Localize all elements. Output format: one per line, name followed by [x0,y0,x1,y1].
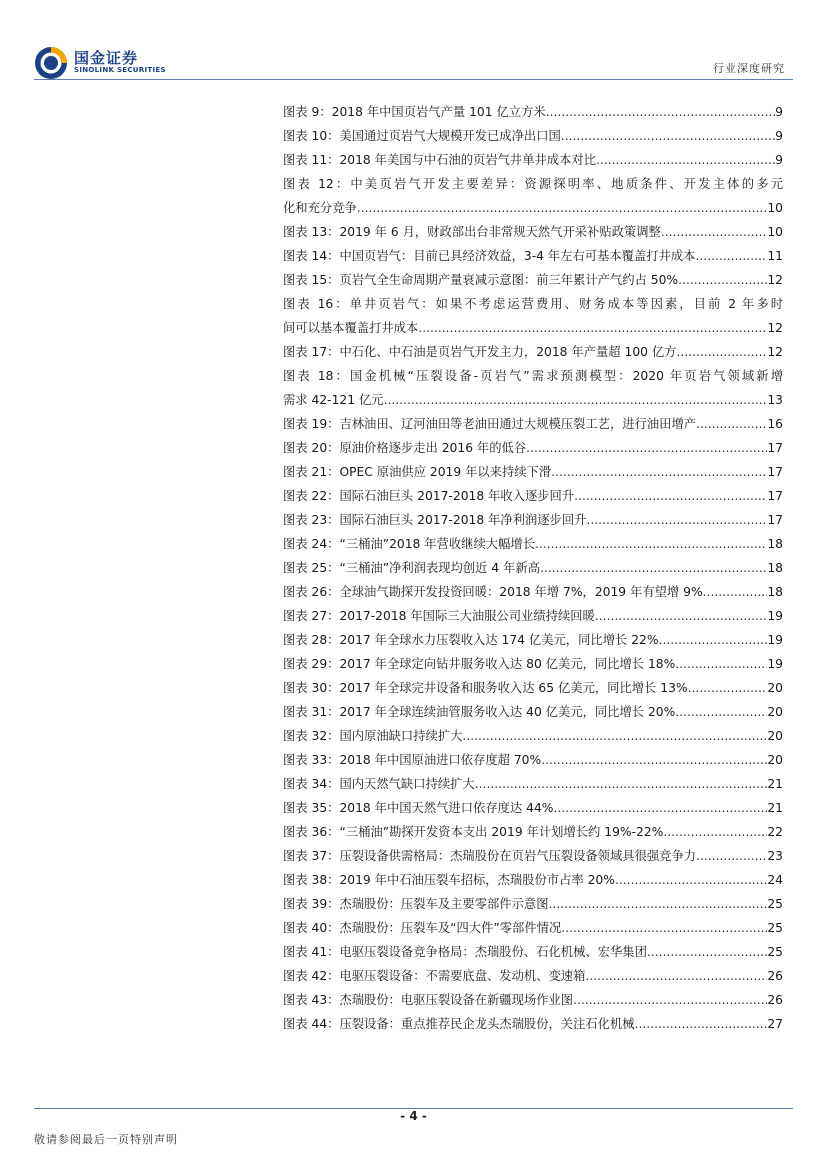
toc-leader-dots [574,484,767,508]
toc-entry[interactable] [283,652,783,676]
toc-entry-title: 图表 28：2017 年全球水力压裂收入达 174 亿美元，同比增长 22% [283,633,659,647]
toc-entry-page: 17 [767,465,783,479]
toc-entry-page: 23 [767,849,783,863]
toc-entry-page: 20 [767,729,783,743]
toc-leader-dots [678,268,767,292]
toc-leader-dots [535,532,767,556]
toc-entry-page: 19 [767,657,783,671]
toc-entry-title: 图表 15：页岩气全生命周期产量衰减示意图：前三年累计产气约占 50% [283,273,679,287]
toc-entry-title: 图表 39：杰瑞股份：压裂车及主要零部件示意图 [283,897,549,911]
sinolink-logo-icon [34,46,68,80]
toc-entry-title: 图表 30：2017 年全球完井设备和服务收入达 65 亿美元，同比增长 13% [283,681,688,695]
toc-leader-dots [553,796,767,820]
toc-entry[interactable] [283,244,783,268]
toc-entry-title: 图表 18：国金机械“压裂设备-页岩气”需求预测模型：2020 年页岩气领域新增 [283,369,783,383]
toc-entry-page: 25 [767,921,783,935]
toc-entry-page: 24 [767,873,783,887]
toc-entry-page: 12 [767,321,783,335]
toc-entry-page: 26 [767,993,783,1007]
toc-entry[interactable] [283,1012,783,1036]
toc-entry-page: 20 [767,753,783,767]
document-type: 行业深度研究 [713,62,785,75]
toc-entry[interactable] [283,868,783,892]
toc-entry-title: 图表 14：中国页岩气：目前已具经济效益，3-4 年左右可基本覆盖打井成本 [283,249,696,263]
toc-entry-title: 图表 41：电驱压裂设备竞争格局：杰瑞股份、石化机械、宏华集团 [283,945,647,959]
toc-entry-page: 21 [767,777,783,791]
toc-leader-dots [462,724,767,748]
toc-entry-page: 9 [775,129,783,143]
toc-entry-title: 图表 16：单井页岩气：如果不考虑运营费用、财务成本等因素，目前 2 年多时 [283,297,783,311]
toc-leader-dots [659,628,768,652]
toc-leader-dots [688,676,768,700]
toc-entry[interactable] [283,148,783,172]
toc-entry-title: 图表 12：中美页岩气开发主要差异：资源探明率、地质条件、开发主体的多元 [283,177,783,191]
toc-entry[interactable] [283,700,783,724]
toc-entry-page: 20 [767,705,783,719]
toc-entry-page: 25 [767,945,783,959]
toc-entry[interactable] [283,484,783,508]
toc-entry-title: 图表 38：2019 年中石油压裂车招标，杰瑞股份市占率 20% [283,873,615,887]
toc-leader-dots [695,244,767,268]
toc-leader-dots [675,700,767,724]
toc-entry[interactable] [283,124,783,148]
toc-entry-title: 图表 42：电驱压裂设备：不需要底盘、发动机、变速箱 [283,969,586,983]
toc-entry[interactable] [283,964,783,988]
toc-leader-dots [663,820,767,844]
toc-entry-title: 图表 43：杰瑞股份：电驱压裂设备在新疆现场作业图 [283,993,574,1007]
toc-leader-dots [595,604,768,628]
toc-entry[interactable] [283,796,783,820]
toc-leader-dots [696,412,767,436]
toc-entry[interactable] [283,628,783,652]
toc-entry[interactable] [283,772,783,796]
toc-entry-page: 12 [767,273,783,287]
toc-entry-title: 图表 34：国内天然气缺口持续扩大 [283,777,475,791]
toc-leader-dots [384,388,768,412]
toc-entry-title: 图表 21：OPEC 原油供应 2019 年以来持续下滑 [283,465,552,479]
toc-entry-title: 图表 40：杰瑞股份：压裂车及“四大件”零部件情况 [283,921,562,935]
toc-entry[interactable] [283,580,783,604]
disclaimer-note: 敬请参阅最后一页特别声明 [34,1133,178,1146]
toc-entry[interactable] [283,220,783,244]
toc-entry[interactable] [283,460,783,484]
toc-entry[interactable] [283,556,783,580]
brand-name-cn: 国金证券 [74,49,139,67]
toc-leader-dots [546,100,775,124]
page-header [0,0,827,80]
header-divider [34,79,793,80]
toc-entry[interactable] [283,412,783,436]
toc-entry-page: 13 [767,393,783,407]
toc-entry-title: 图表 25：“三桶油”净利润表现均创近 4 年新高 [283,561,540,575]
toc-entry[interactable] [283,172,783,220]
toc-entry-page: 17 [767,489,783,503]
toc-leader-dots [703,580,768,604]
toc-entry-title: 图表 19：吉林油田、辽河油田等老油田通过大规模压裂工艺，进行油田增产 [283,417,697,431]
toc-entry[interactable] [283,820,783,844]
toc-entry-page: 18 [767,585,783,599]
table-of-figures [283,100,783,1036]
toc-entry[interactable] [283,292,783,340]
toc-entry-page: 17 [767,513,783,527]
toc-entry-title: 图表 31：2017 年全球连续油管服务收入达 40 亿美元，同比增长 20% [283,705,676,719]
toc-entry-title: 图表 37：压裂设备供需格局：杰瑞股份在页岩气压裂设备领域具很强竞争力 [283,849,697,863]
toc-entry-page: 10 [767,225,783,239]
toc-leader-dots [675,652,767,676]
toc-entry-page: 22 [767,825,783,839]
toc-entry[interactable] [283,340,783,364]
page-number: - 4 - [400,1109,427,1123]
toc-leader-dots [596,148,775,172]
toc-leader-dots [549,892,768,916]
toc-leader-dots [541,748,767,772]
toc-entry-title: 图表 10：美国通过页岩气大规模开发已成净出口国 [283,129,561,143]
toc-leader-dots [561,916,767,940]
toc-entry[interactable] [283,916,783,940]
toc-entry-title: 图表 20：原油价格逐步走出 2016 年的低谷 [283,441,527,455]
toc-entry[interactable] [283,676,783,700]
toc-entry-title-continued: 间可以基本覆盖打井成本 [283,321,419,335]
toc-entry-page: 18 [767,537,783,551]
toc-entry[interactable] [283,748,783,772]
toc-entry-page: 11 [767,249,783,263]
toc-entry-page: 9 [775,105,783,119]
toc-leader-dots [540,556,767,580]
toc-entry-title: 图表 36：“三桶油”勘探开发资本支出 2019 年计划增长约 19%-22% [283,825,664,839]
toc-entry-page: 27 [767,1017,783,1031]
toc-entry[interactable] [283,508,783,532]
toc-entry-page: 10 [767,201,783,215]
toc-leader-dots [573,988,767,1012]
toc-entry-title: 图表 13：2019 年 6 月，财政部出台非常规天然气开采补贴政策调整 [283,225,661,239]
toc-entry-page: 25 [767,897,783,911]
brand-name-en: SINOLINK SECURITIES [74,66,166,74]
toc-entry-title: 图表 26：全球油气勘探开发投资回暖：2018 年增 7%，2019 年有望增 9% [283,585,703,599]
toc-entry-title: 图表 11：2018 年美国与中石油的页岩气井单井成本对比 [283,153,596,167]
toc-entry-page: 21 [767,801,783,815]
toc-entry-title: 图表 9：2018 年中国页岩气产量 101 亿立方米 [283,105,546,119]
toc-entry[interactable] [283,364,783,412]
toc-leader-dots [661,220,768,244]
toc-entry[interactable] [283,436,783,460]
toc-entry-title: 图表 17：中石化、中石油是页岩气开发主力，2018 年产量超 100 亿方 [283,345,677,359]
toc-entry-page: 16 [767,417,783,431]
toc-leader-dots [696,844,767,868]
toc-entry-page: 18 [767,561,783,575]
toc-leader-dots [585,964,767,988]
toc-entry[interactable] [283,988,783,1012]
toc-entry[interactable] [283,532,783,556]
toc-entry-title: 图表 35：2018 年中国天然气进口依存度达 44% [283,801,554,815]
toc-leader-dots [475,772,768,796]
toc-entry-title: 图表 32：国内原油缺口持续扩大 [283,729,463,743]
toc-entry-title-continued: 需求 42-121 亿元 [283,393,384,407]
toc-entry[interactable] [283,604,783,628]
toc-entry-title: 图表 33：2018 年中国原油进口依存度超 70% [283,753,542,767]
toc-leader-dots [357,196,768,220]
toc-entry-page: 19 [767,609,783,623]
toc-entry-title: 图表 23：国际石油巨头 2017-2018 年净利润逐步回升 [283,513,587,527]
toc-entry-page: 26 [767,969,783,983]
toc-leader-dots [526,436,767,460]
toc-entry-page: 20 [767,681,783,695]
toc-entry[interactable] [283,844,783,868]
toc-entry[interactable] [283,940,783,964]
toc-entry-title: 图表 22：国际石油巨头 2017-2018 年收入逐步回升 [283,489,575,503]
toc-entry-page: 12 [767,345,783,359]
toc-entry-title: 图表 27：2017-2018 年国际三大油服公司业绩持续回暖 [283,609,595,623]
toc-leader-dots [586,508,767,532]
toc-entry[interactable] [283,892,783,916]
toc-leader-dots [551,460,767,484]
toc-entry-page: 17 [767,441,783,455]
toc-leader-dots [615,868,767,892]
toc-entry-page: 19 [767,633,783,647]
toc-leader-dots [561,124,775,148]
toc-leader-dots [418,316,767,340]
toc-entry[interactable] [283,268,783,292]
toc-entry-title: 图表 44：压裂设备：重点推荐民企龙头杰瑞股份，关注石化机械 [283,1017,635,1031]
toc-entry[interactable] [283,100,783,124]
toc-entry-page: 9 [775,153,783,167]
toc-entry[interactable] [283,724,783,748]
toc-leader-dots [676,340,767,364]
toc-entry-title: 图表 24：“三桶油”2018 年营收继续大幅增长 [283,537,535,551]
toc-entry-title-continued: 化和充分竞争 [283,201,357,215]
toc-leader-dots [635,1012,768,1036]
toc-entry-title: 图表 29：2017 年全球定向钻井服务收入达 80 亿美元，同比增长 18% [283,657,676,671]
toc-leader-dots [647,940,767,964]
